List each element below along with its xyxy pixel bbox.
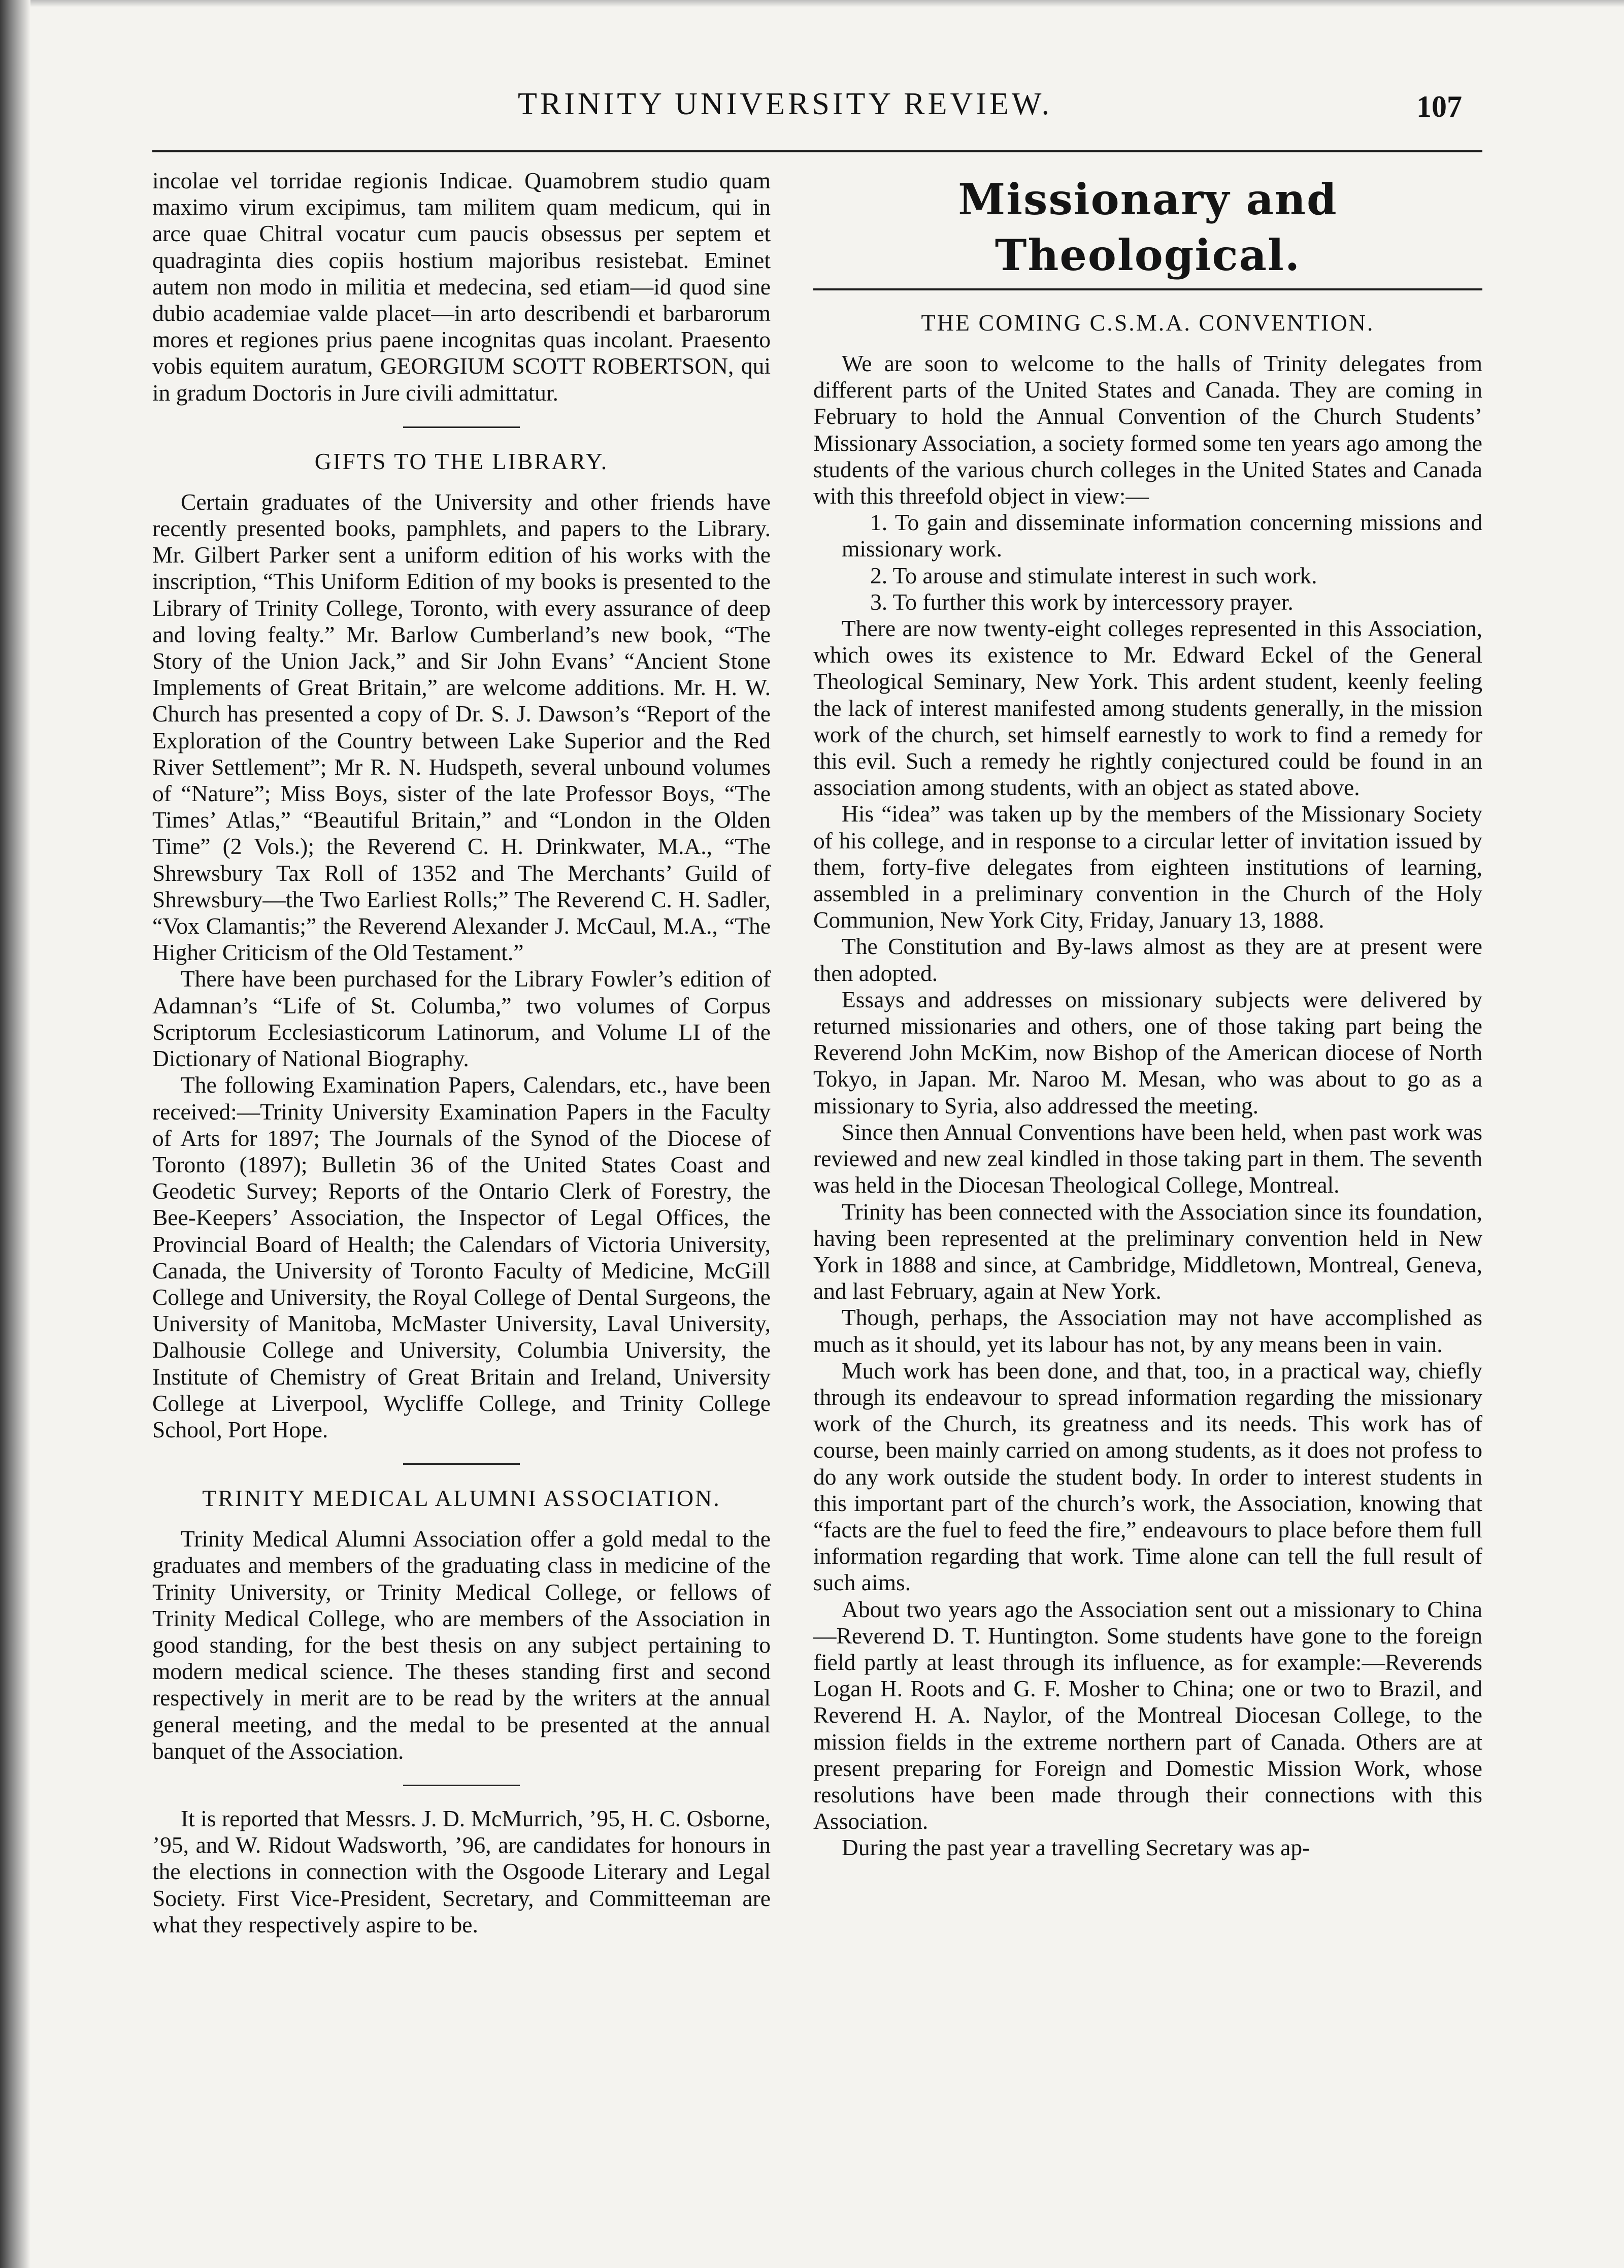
article-paragraph-11: During the past year a travelling Secretary was ap- bbox=[842, 1834, 1310, 1861]
section-heading-rule bbox=[813, 288, 1482, 290]
left-column bbox=[152, 168, 771, 1938]
header-rule bbox=[152, 150, 1482, 152]
page-number: 107 bbox=[1416, 90, 1462, 123]
article-paragraph-2: There are now twenty-eight colleges represented in this Association, which owes its existence to Mr. Edward Eckel of the General Theological Seminary, New York. This ardent student, keenly feeling the lack of interest manifested among students generally, in the mission work of the church, set himself earnestly to work to find a remedy for this evil. Such a remedy he rightly conjectured could be found in an association among students, with an object as stated above. bbox=[813, 615, 1482, 801]
article-paragraph-10: About two years ago the Association sent out a missionary to China—Reverend D. T. Huntington. Some students have gone to the foreign field partly at least through its influence, as for example:—Reverends Logan H. Roots and G. F. Mosher to China; one or two to Brazil, and Reverend H. A. Naylor, of the Montreal Diocesan College, to the mission fields in the extreme northern part of Canada. Others are at present preparing for Foreign and Domestic Mission Work, whose resolutions have been made through their connections with this Association. bbox=[813, 1596, 1482, 1834]
article-paragraph-4: The Constitution and By-laws almost as they are at present were then adopted. bbox=[813, 933, 1482, 986]
divider bbox=[403, 426, 520, 428]
divider bbox=[403, 1463, 520, 1465]
article-paragraph-7: Trinity has been connected with the Association since its foundation, having been represented at the preliminary convention held in New York in 1888 and since, at Cambridge, Middletown, Montreal, Geneva, and last February, again at New York. bbox=[813, 1198, 1482, 1304]
page-edge bbox=[30, 0, 1624, 7]
medical-alumni-paragraph: Trinity Medical Alumni Association offer a gold medal to the graduates and members of the graduating class in medicine of the Trinity University, or Trinity Medical College, or fellows of Trinity Medical College, who are members of the Association in good standing, for the best thesis on any subject pertaining to modern medical science. The theses standing first and second respectively in merit are to be read by the writers at the annual general meeting, and the medal to be presented at the annual banquet of the Association. bbox=[152, 1526, 771, 1764]
latin-paragraph: incolae vel torridae regionis Indicae. Quamobrem studio quam maximo virum excipimus, tam militem quam medicum, qui in arce quae Chitral vocatur cum paucis obsessus per septem et quadraginta dies copiis hostium majoribus resistebat. Eminet autem non modo in militia et medecina, sed etiam—id quod sine dubio academiae valde placet—in arto describendi et barbarorum mores et regiones prius paene incognitas quas incolant. Praesento vobis equitem auratum, GEORGIUM SCOTT ROBERTSON, qui in gradum Doctoris in Jure civili admittatur. bbox=[152, 168, 771, 406]
objective-item-2: 2. To arouse and stimulate interest in such work. bbox=[870, 562, 1317, 588]
osgoode-paragraph: It is reported that Messrs. J. D. McMurrich, ’95, H. C. Osborne, ’95, and W. Ridout Wadsworth, ’96, are candidates for honours in the elections in connection with the Osgoode Literary and Legal Society. First Vice-President, Secretary, and Committeeman are what they respectively aspire to be. bbox=[152, 1805, 771, 1937]
article-paragraph-6: Since then Annual Conventions have been held, when past work was reviewed and new zeal kindled in those taking part in them. The seventh was held in the Diocesan Theological College, Montreal. bbox=[813, 1119, 1482, 1198]
gifts-paragraph-1: Certain graduates of the University and other friends have recently presented books, pamphlets, and papers to the Library. Mr. Gilbert Parker sent a uniform edition of his works with the inscription, “This Uniform Edition of my books is presented to the Library of Trinity College, Toronto, with every assurance of deep and loving fealty.” Mr. Barlow Cumberland’s new book, “The Story of the Union Jack,” and Sir John Evans’ “Ancient Stone Implements of Great Britain,” are welcome additions. Mr. H. W. Church has presented a copy of Dr. S. J. Dawson’s “Report of the Exploration of the Country between Lake Superior and the Red River Settlement”; Mr R. N. Hudspeth, several unbound volumes of “Nature”; Miss Boys, sister of the late Professor Boys, “The Times’ Atlas,” “Beautiful Britain,” and “London in the Olden Time” (2 Vols.); the Reverend C. H. Drinkwater, M.A., “The Shrewsbury Tax Roll of 1352 and The Merchants’ Guild of Shrewsbury—the Two Earliest Rolls;” The Reverend C. H. Sadler, “Vox Clamantis;” the Reverend Alexander J. McCaul, M.A., “The Higher Criticism of the Old Testament.” bbox=[152, 488, 771, 966]
gifts-paragraph-2: There have been purchased for the Library Fowler’s edition of Adamnan’s “Life of St. Columba,” two volumes of Corpus Scriptorum Ecclesiasticorum Latinorum, and Volume LI of the Dictionary of National Biography. bbox=[152, 966, 771, 1072]
article-paragraph-3: His “idea” was taken up by the members of the Missionary Society of his college, and in response to a circular letter of invitation issued by them, forty-five delegates from eighteen institutions of learning, assembled in a preliminary convention in the Church of the Holy Communion, New York City, Friday, January 13, 1888. bbox=[813, 801, 1482, 933]
objective-item-3: 3. To further this work by intercessory prayer. bbox=[870, 588, 1294, 615]
gifts-paragraph-3: The following Examination Papers, Calendars, etc., have been received:—Trinity University Examination Papers in the Faculty of Arts for 1897; The Journals of the Synod of the Diocese of Toronto (1897); Bulletin 36 of the United States Coast and Geodetic Survey; Reports of the Ontario Clerk of Forestry, the Bee-Keepers’ Association, the Inspector of Legal Offices, the Provincial Board of Health; the Calendars of Victoria University, Canada, the University of Toronto Faculty of Medicine, McGill College and University, the Royal College of Dental Surgeons, the University of Manitoba, McMaster University, Laval University, Dalhousie College and University, Columbia University, the Institute of Chemistry of Great Britain and Ireland, University College at Liverpool, Wycliffe College, and Trinity College School, Port Hope. bbox=[152, 1072, 771, 1442]
article-paragraph-5: Essays and addresses on missionary subjects were delivered by returned missionaries and others, one of those taking part being the Reverend John McKim, now Bishop of the American diocese of North Tokyo, in Japan. Mr. Naroo M. Mesan, who was about to go as a missionary to Syria, also addressed the meeting. bbox=[813, 986, 1482, 1119]
article-paragraph-1: We are soon to welcome to the halls of Trinity delegates from different parts of the United States and Canada. They are coming in February to hold the Annual Convention of the Church Students’ Missionary Association, a society formed some ten years ago among the students of the various church colleges in the United States and Canada with this threefold object in view:— bbox=[813, 350, 1482, 509]
medical-alumni-heading: TRINITY MEDICAL ALUMNI ASSOCIATION. bbox=[202, 1485, 721, 1511]
section-heading: Missionary and Theological. bbox=[958, 174, 1338, 280]
gifts-heading: GIFTS TO THE LIBRARY. bbox=[314, 448, 609, 474]
article-title: THE COMING C.S.M.A. CONVENTION. bbox=[921, 310, 1375, 336]
running-header bbox=[152, 76, 1482, 137]
running-title: TRINITY UNIVERSITY REVIEW. bbox=[518, 87, 1053, 121]
right-column bbox=[813, 168, 1482, 1861]
divider bbox=[403, 1785, 520, 1786]
binding-shadow bbox=[0, 0, 30, 2268]
article-paragraph-8: Though, perhaps, the Association may not have accomplished as much as it should, yet its labour has not, by any means been in vain. bbox=[813, 1304, 1482, 1357]
objective-item-1: 1. To gain and disseminate information concerning missions and missionary work. bbox=[842, 509, 1482, 562]
article-paragraph-9: Much work has been done, and that, too, in a practical way, chiefly through its endeavour to spread information regarding the missionary work of the Church, its greatness and its needs. This work has of course, been mainly carried on among students, as it does not profess to do any work outside the student body. In order to interest students in this important part of the church’s work, the Association, knowing that “facts are the fuel to feed the fire,” endeavours to place before them full information regarding that work. Time alone can tell the full result of such aims. bbox=[813, 1357, 1482, 1596]
